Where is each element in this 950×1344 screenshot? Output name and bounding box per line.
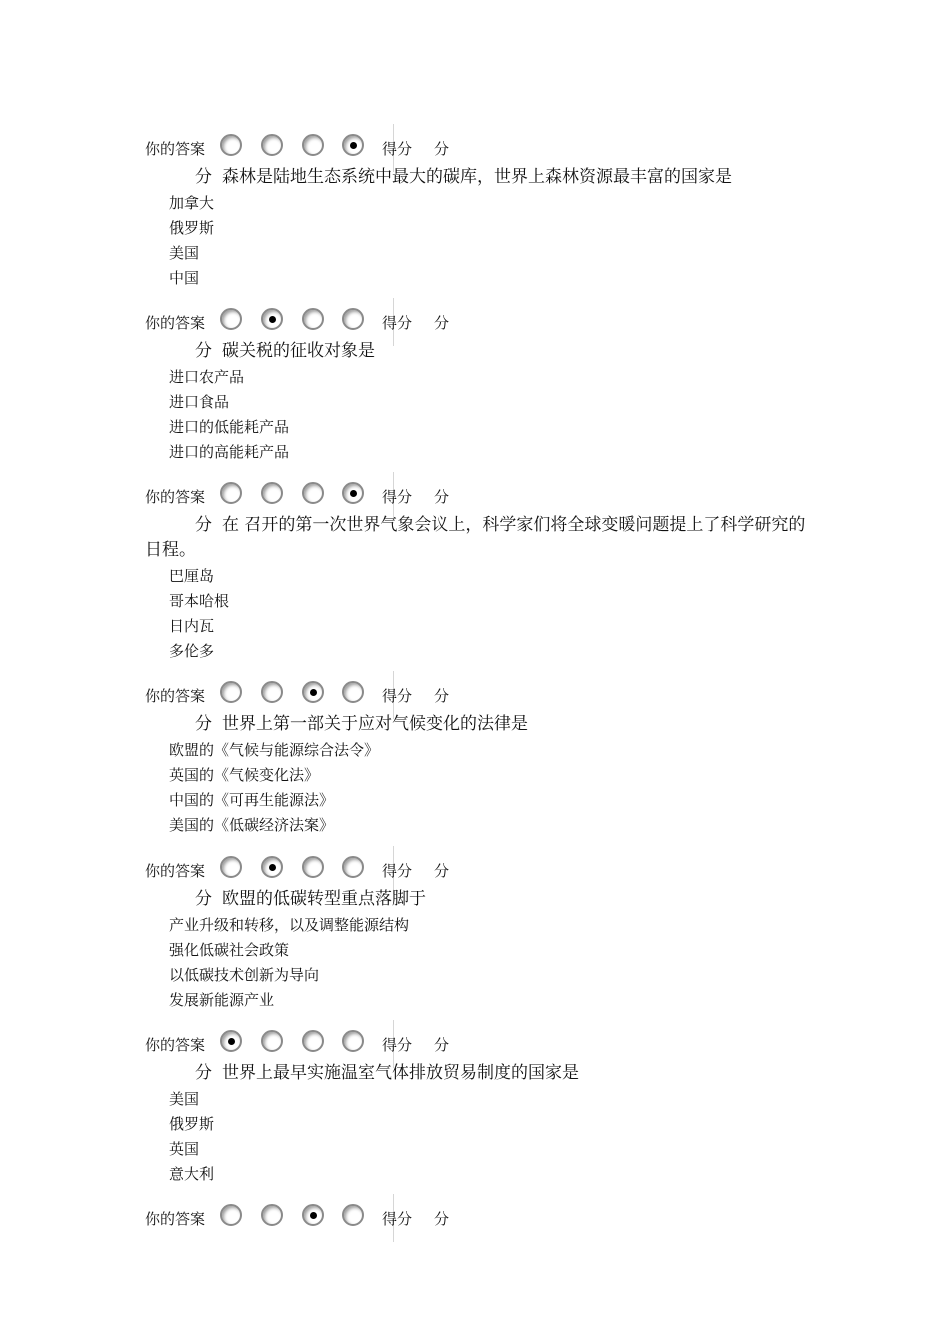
option-item: 进口食品 <box>169 393 230 411</box>
answer-radio-4[interactable] <box>342 308 364 330</box>
answer-radio-4[interactable] <box>342 134 364 156</box>
score-unit: 分 <box>434 1036 450 1054</box>
option-item: 中国的《可再生能源法》 <box>169 791 335 809</box>
answer-radio-1[interactable] <box>220 856 242 878</box>
score-unit: 分 <box>434 140 450 158</box>
answer-radio-2[interactable] <box>261 134 283 156</box>
question-text <box>145 513 810 563</box>
score-label: 得分 <box>382 862 413 880</box>
answer-radio-2[interactable] <box>261 482 283 504</box>
score-label: 得分 <box>382 1036 413 1054</box>
answer-label: 你的答案 <box>145 488 206 506</box>
question-body: 在 召开的第一次世界气象会议上，科学家们将全球变暖问题提上了科学研究的日程。 <box>145 515 806 560</box>
answer-row <box>145 854 465 884</box>
option-item: 英国的《气候变化法》 <box>169 766 320 784</box>
option-item: 哥本哈根 <box>169 592 230 610</box>
question-body: 世界上第一部关于应对气候变化的法律是 <box>222 714 528 734</box>
question-text <box>145 165 810 190</box>
answer-radio-2[interactable] <box>261 1204 283 1226</box>
answer-radio-1[interactable] <box>220 1030 242 1052</box>
answer-radio-3[interactable] <box>302 1204 324 1226</box>
option-item: 发展新能源产业 <box>169 991 275 1009</box>
answer-radio-3[interactable] <box>302 681 324 703</box>
answer-radio-1[interactable] <box>220 681 242 703</box>
answer-label: 你的答案 <box>145 862 206 880</box>
option-item: 意大利 <box>169 1165 215 1183</box>
score-label: 得分 <box>382 488 413 506</box>
option-item: 欧盟的《气候与能源综合法令》 <box>169 741 380 759</box>
answer-radio-4[interactable] <box>342 1030 364 1052</box>
option-item: 中国 <box>169 269 200 287</box>
answer-radio-2[interactable] <box>261 1030 283 1052</box>
answer-radio-4[interactable] <box>342 681 364 703</box>
option-item: 多伦多 <box>169 642 215 660</box>
answer-row <box>145 306 465 336</box>
option-item: 俄罗斯 <box>169 219 215 237</box>
answer-radio-4[interactable] <box>342 1204 364 1226</box>
score-label: 得分 <box>382 687 413 705</box>
score-label: 得分 <box>382 314 413 332</box>
question-text <box>145 712 810 737</box>
question-prefix: 分 <box>195 714 212 734</box>
answer-radio-3[interactable] <box>302 134 324 156</box>
answer-row <box>145 132 465 162</box>
question-text <box>145 1061 810 1086</box>
question-body: 碳关税的征收对象是 <box>222 341 375 361</box>
question-body: 森林是陆地生态系统中最大的碳库，世界上森林资源最丰富的国家是 <box>222 167 732 187</box>
question-prefix: 分 <box>195 889 212 909</box>
answer-radio-3[interactable] <box>302 308 324 330</box>
question-text <box>145 887 810 912</box>
answer-radio-1[interactable] <box>220 134 242 156</box>
option-item: 美国 <box>169 244 200 262</box>
score-unit: 分 <box>434 314 450 332</box>
question-prefix: 分 <box>195 167 212 187</box>
score-unit: 分 <box>434 687 450 705</box>
answer-label: 你的答案 <box>145 687 206 705</box>
option-item: 英国 <box>169 1140 200 1158</box>
option-item: 进口的高能耗产品 <box>169 443 290 461</box>
answer-radio-3[interactable] <box>302 482 324 504</box>
answer-radio-2[interactable] <box>261 308 283 330</box>
score-unit: 分 <box>434 1210 450 1228</box>
option-item: 以低碳技术创新为导向 <box>169 966 320 984</box>
answer-radio-2[interactable] <box>261 856 283 878</box>
answer-radio-2[interactable] <box>261 681 283 703</box>
question-prefix: 分 <box>195 341 212 361</box>
answer-label: 你的答案 <box>145 1036 206 1054</box>
option-item: 强化低碳社会政策 <box>169 941 290 959</box>
option-item: 美国的《低碳经济法案》 <box>169 816 335 834</box>
option-item: 巴厘岛 <box>169 567 215 585</box>
option-item: 进口农产品 <box>169 368 245 386</box>
answer-row <box>145 679 465 709</box>
option-item: 日内瓦 <box>169 617 215 635</box>
question-prefix: 分 <box>195 1063 212 1083</box>
question-body: 世界上最早实施温室气体排放贸易制度的国家是 <box>222 1063 579 1083</box>
score-label: 得分 <box>382 1210 413 1228</box>
score-unit: 分 <box>434 488 450 506</box>
option-item: 加拿大 <box>169 194 215 212</box>
answer-row <box>145 480 465 510</box>
answer-radio-3[interactable] <box>302 1030 324 1052</box>
answer-row <box>145 1028 465 1058</box>
answer-radio-4[interactable] <box>342 856 364 878</box>
score-unit: 分 <box>434 862 450 880</box>
answer-radio-1[interactable] <box>220 1204 242 1226</box>
answer-radio-1[interactable] <box>220 482 242 504</box>
option-item: 俄罗斯 <box>169 1115 215 1133</box>
answer-radio-1[interactable] <box>220 308 242 330</box>
question-body: 欧盟的低碳转型重点落脚于 <box>222 889 426 909</box>
option-item: 美国 <box>169 1090 200 1108</box>
question-text <box>145 339 810 364</box>
answer-label: 你的答案 <box>145 314 206 332</box>
option-item: 产业升级和转移，以及调整能源结构 <box>169 916 410 934</box>
answer-radio-3[interactable] <box>302 856 324 878</box>
answer-radio-4[interactable] <box>342 482 364 504</box>
score-label: 得分 <box>382 140 413 158</box>
question-prefix: 分 <box>195 515 212 535</box>
option-item: 进口的低能耗产品 <box>169 418 290 436</box>
answer-label: 你的答案 <box>145 140 206 158</box>
answer-row <box>145 1202 465 1232</box>
answer-label: 你的答案 <box>145 1210 206 1228</box>
